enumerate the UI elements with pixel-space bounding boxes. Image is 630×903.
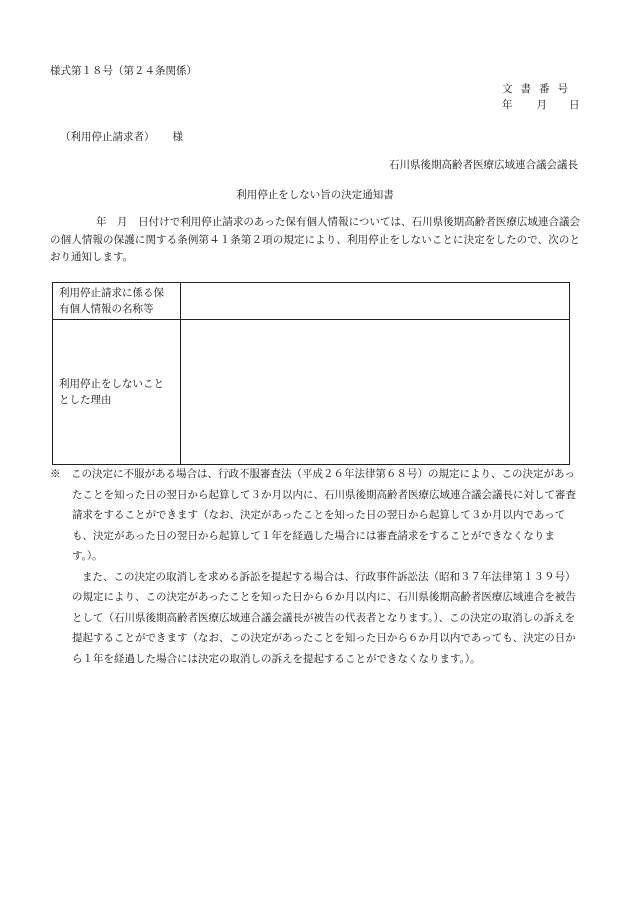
- row1-label: 利用停止請求に係る保有個人情報の名称等: [53, 283, 181, 320]
- row2-value-field[interactable]: [181, 320, 570, 465]
- date-day-label: 日: [569, 99, 580, 111]
- body-text: 年 月 日付けで利用停止請求のあった保有個人情報については、石川県後期高齢者医療広域連合議会の個人情報の保護に関する条例第４１条第２項の規定により、利用停止をしないことに決定をしたので、次のとおり通知します。: [50, 216, 580, 263]
- note-appeal: ※ この決定に不服がある場合は、行政不服審査法（平成２６年法律第６８号）の規定により、この決定があったことを知った日の翌日から起算して３か月以内に、石川県後期高齢者医療広域連合議会議長に対して審査請求をすることができます（なお、決定があったことを知った日の翌日から起算して３か月以内であっても、決定があった日の翌日から起算して１年を経過した場合には審査請求をすることができなくなります。）。: [50, 468, 576, 562]
- date-month-label: 月: [536, 99, 547, 111]
- addressee-honorific: 様: [172, 131, 183, 143]
- date-line: [502, 100, 580, 111]
- row1-value-field[interactable]: [181, 283, 570, 320]
- info-table: [52, 282, 570, 465]
- document-number-label: 文書番号: [502, 83, 576, 95]
- row2-label: 利用停止をしないこととした理由: [53, 320, 181, 465]
- issuer-name: 石川県後期高齢者医療広域連合議会議長: [389, 159, 578, 171]
- note-lawsuit: また、この決定の取消しを求める訴訟を提起する場合は、行政事件訴訟法（昭和３７年法律第１３９号）の規定により、この決定があったことを知った日から６か月以内に、石川県後期高齢者医療広域連合を被告として（石川県後期高齢者医療広域連合議会議長が被告の代表者となります。）、この決定の取消しの訴えを提起することができます（なお、この決定があったことを知った日から６か月以内であっても、決定の日から１年を経過した場合には決定の取消しの訴えを提起することができなくなります。）。: [72, 570, 576, 665]
- document-title: 利用停止をしない旨の決定通知書: [236, 189, 394, 201]
- addressee-line: [60, 132, 183, 143]
- addressee-role: （利用停止請求者）: [60, 131, 155, 143]
- form-number: 様式第１８号（第２４条関係）: [50, 65, 197, 77]
- notes-section: [50, 464, 585, 669]
- table-row: [53, 320, 570, 465]
- table-row: [53, 283, 570, 320]
- date-year-label: 年: [502, 99, 513, 111]
